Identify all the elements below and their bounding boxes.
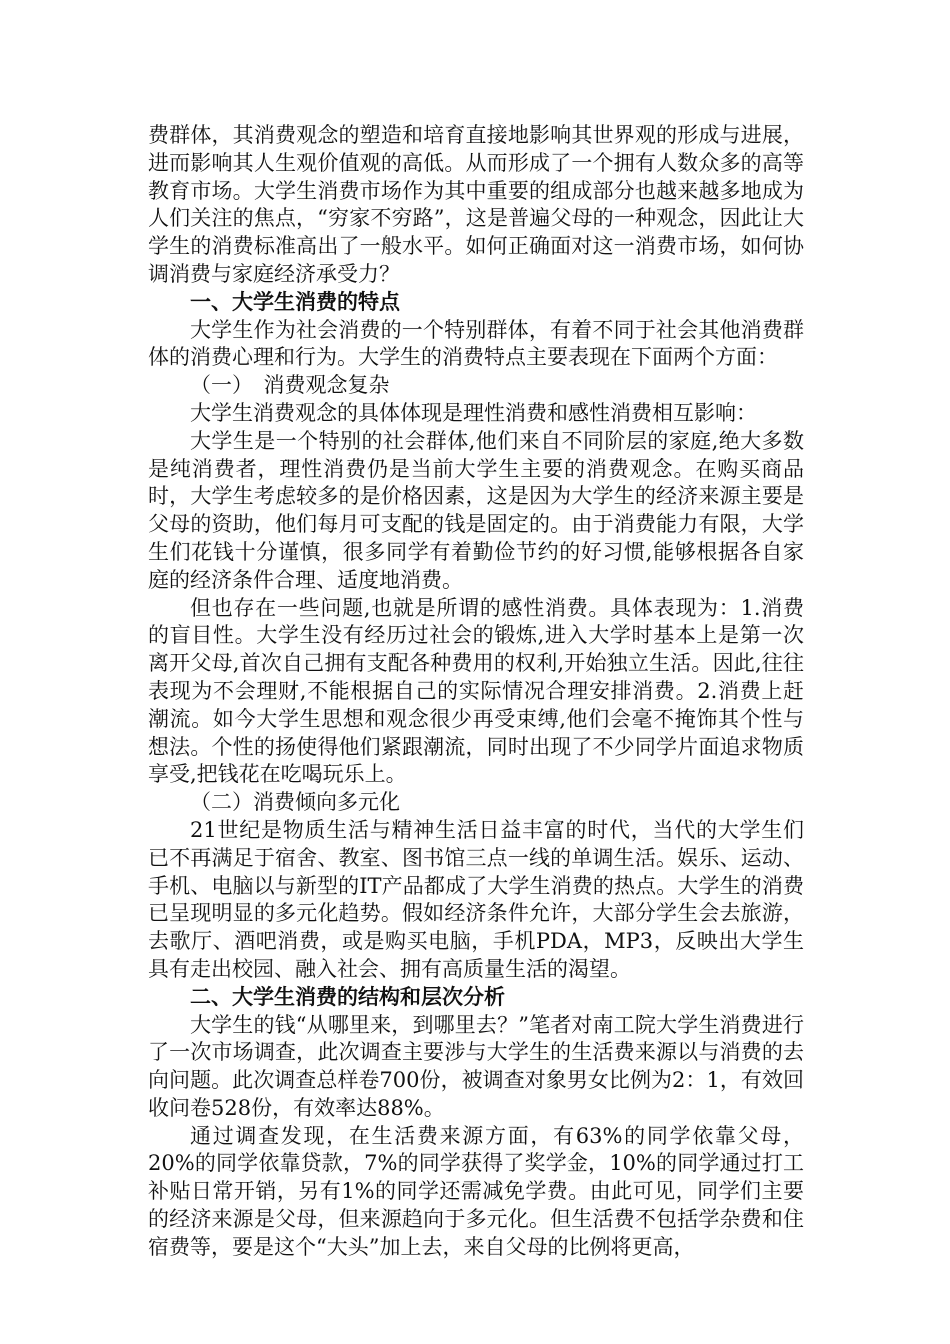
body-paragraph: 21世纪是物质生活与精神生活日益丰富的时代，当代的大学生们已不再满足于宿舍、教室、图书馆三点一线的单调生活。娱乐、运动、手机、电脑以与新型的IT产品都成了大学生消费的热点。大学生的消费已呈现明显的多元化趋势。假如经济条件允许，大部分学生会去旅游，去歌厅、酒吧消费，或是购买电脑，手机PDA，MP3，反映出大学生具有走出校园、融入社会、拥有高质量生活的渴望。: [148, 817, 804, 981]
body-paragraph: 大学生作为社会消费的一个特别群体，有着不同于社会其他消费群体的消费心理和行为。大学生的消费特点主要表现在下面两个方面：: [148, 317, 804, 370]
body-paragraph: 通过调查发现，在生活费来源方面，有63%的同学依靠父母，20%的同学依靠贷款，7%的同学获得了奖学金，10%的同学通过打工补贴日常开销，另有1%的同学还需减免学费。由此可见，同学们主要的经济来源是父母，但来源趋向于多元化。但生活费不包括学杂费和住宿费等，要是这个“大头”加上去，来自父母的比例将更高，: [148, 1123, 804, 1259]
body-paragraph: 大学生是一个特别的社会群体,他们来自不同阶层的家庭,绝大多数是纯消费者，理性消费仍是当前大学生主要的消费观念。在购买商品时，大学生考虑较多的是价格因素，这是因为大学生的经济来源主要是父母的资助，他们每月可支配的钱是固定的。由于消费能力有限，大学生们花钱十分谨慎，很多同学有着勤俭节约的好习惯,能够根据各自家庭的经济条件合理、适度地消费。: [148, 428, 804, 592]
section-heading: 二、大学生消费的结构和层次分析: [190, 984, 505, 1009]
body-paragraph: 但也存在一些问题,也就是所谓的感性消费。具体表现为：1.消费的盲目性。大学生没有经历过社会的锻炼,进入大学时基本上是第一次离开父母,首次自己拥有支配各种费用的权利,开始独立生活。因此,往往表现为不会理财,不能根据自己的实际情况合理安排消费。2.消费上赶潮流。如今大学生思想和观念很少再受束缚,他们会毫不掩饰其个性与想法。个性的扬使得他们紧跟潮流，同时出现了不少同学片面追求物质享受,把钱花在吃喝玩乐上。: [148, 595, 804, 787]
section-heading: 一、大学生消费的特点: [190, 289, 400, 314]
body-paragraph: 大学生消费观念的具体体现是理性消费和感性消费相互影响：: [190, 400, 757, 425]
body-paragraph: 费群体，其消费观念的塑造和培育直接地影响其世界观的形成与进展，进而影响其人生观价值观的高低。从而形成了一个拥有人数众多的高等教育市场。大学生消费市场作为其中重要的组成部分也越来越多地成为人们关注的焦点，“穷家不穷路”，这是普遍父母的一种观念，因此让大学生的消费标准高出了一般水平。如何正确面对这一消费市场，如何协调消费与家庭经济承受力？: [148, 123, 804, 286]
subsection-heading: （一） 消费观念复杂: [190, 373, 390, 398]
body-paragraph: 大学生的钱“从哪里来，到哪里去？”笔者对南工院大学生消费进行了一次市场调查，此次调查主要涉与大学生的生活费来源以与消费的去向问题。此次调查总样卷700份，被调查对象男女比例为2：1，有效回收问卷528份，有效率达88%。: [148, 1012, 804, 1120]
subsection-heading: （二）消费倾向多元化: [190, 790, 400, 815]
document-page: [148, 122, 804, 1262]
